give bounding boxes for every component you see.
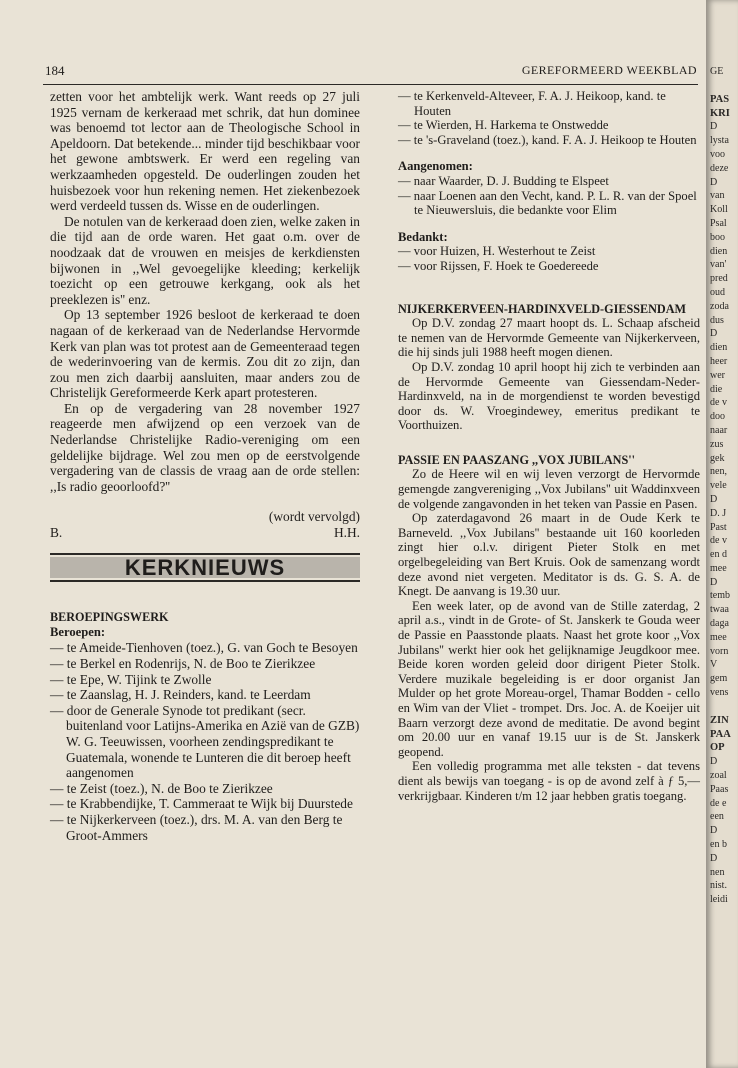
edge-text-line: KRI <box>710 107 730 119</box>
edge-text-line: van' <box>710 259 727 271</box>
list-item: — te Epe, W. Tijink te Zwolle <box>50 672 360 688</box>
edge-text-line <box>710 700 738 714</box>
edge-text-line: boo <box>710 231 725 243</box>
edge-text-line: Past <box>710 521 727 533</box>
list-item: — voor Rijssen, F. Hoek te Goedereede <box>398 259 700 274</box>
edge-text-line: D <box>710 576 718 588</box>
edge-text-line: Psal <box>710 217 727 229</box>
edge-text-line: Paas <box>710 783 729 795</box>
list-item: — te Zaanslag, H. J. Reinders, kand. te Leerdam <box>50 687 360 703</box>
paragraph: Op 13 september 1926 besloot de kerkeraad te doen nagaan of de kerkeraad van de Nederlandse Hervormde Kerk van plan was tot protest aan de Gemeenteraad tegen de wederinvoering van de kermis. Zou dit zo zijn, dan zou men zich daarbij aansluiten, maar anders zou de Christelijk Gereformeerde Kerk apart protesteren. <box>50 307 360 401</box>
list-item: — te 's-Graveland (toez.), kand. F. A. J. Heikoop te Houten <box>398 133 700 148</box>
list-item: — te Kerkenveld-Alteveer, F. A. J. Heikoop, kand. te Houten <box>398 89 700 118</box>
edge-text-line: vens <box>710 687 729 699</box>
list-item: — door de Generale Synode tot predikant (secr. buitenland voor Latijns-Amerika en Azië van de GZB) W. G. Teeuwissen, voorheen zendingspredikant te Guatemala, wonende te Lunteren die dit beroep heeft aangenomen <box>50 703 360 781</box>
list-item: — te Berkel en Rodenrijs, N. de Boo te Zierikzee <box>50 656 360 672</box>
edge-text-line: daga <box>710 618 729 630</box>
page-header <box>43 63 705 81</box>
edge-text-line: mee <box>710 562 727 574</box>
edge-text-line: D <box>710 825 718 837</box>
edge-text-line: heer <box>710 355 728 367</box>
paragraph: Een volledig programma met alle teksten - dat tevens dient als bewijs van toegang - is op de avond zelf à ƒ 5,— verkrijgbaar. Kinderen t/m 12 jaar hebben gratis toegang. <box>398 759 700 803</box>
edge-text-line: die <box>710 383 723 395</box>
edge-text-line: gek <box>710 452 725 464</box>
page-number: 184 <box>45 63 65 78</box>
aangenomen-list <box>398 174 700 218</box>
edge-text-line: van <box>710 190 725 202</box>
paragraph: zetten voor het ambtelijk werk. Want reeds op 27 juli 1925 vernam de kerkeraad met schrik, dat hun dominee was benoemd tot lector aan de Theologische School in Apeldoorn. Dat betekende... minder tijd beschikbaar voor het gewone ambtswerk. Er werd een regeling van werkzaamheden opgesteld. De ouderlingen zouden het huisbezoek voor hun rekening nemen. Het ziekenbezoek werd verdeeld tussen ds. Wisse en de ouderlingen. <box>50 89 360 214</box>
edge-text-line: wer <box>710 369 725 381</box>
edge-text-line: V <box>710 659 718 671</box>
list-item: — te Krabbendijke, T. Cammeraat te Wijk bij Duurstede <box>50 796 360 812</box>
edge-text-line: ZIN <box>710 714 729 726</box>
edge-text-line: pred <box>710 273 728 285</box>
edge-text-line: en b <box>710 839 727 851</box>
edge-text-line: temb <box>710 590 730 602</box>
paragraph: Op D.V. zondag 10 april hoopt hij zich te verbinden aan de Hervormde Gemeente van Giessendam-Neder-Hardinxveld, na in de morgendienst te worden bevestigd door ds. W. Vroegindewey, emeritus predikant te Voorthuizen. <box>398 359 700 433</box>
paragraph: Op D.V. zondag 27 maart hoopt ds. L. Schaap afscheid te nemen van de Hervormde Gemeente van Nijkerkerveen, die hij sinds juli 1988 heeft mogen dienen. <box>398 316 700 360</box>
paragraph: Op zaterdagavond 26 maart in de Oude Kerk te Barneveld. ,,Vox Jubilans'' bestaande uit 160 koorleden zingt hier o.l.v. dirigent Pieter Stolk en met orgelbegeleiding van Bert Kruis. Ook de samenzang wordt deze avond niet vergeten. Meditator is ds. G. S. A. de Knegt. De aanvang is 19.30 uur. <box>398 511 700 599</box>
paragraph: Een week later, op de avond van de Stille zaterdag, 2 april a.s., vindt in de Grote- of St. Janskerk te Gouda weer de Passie en Paasstonde plaats. Naast het grote koor ,,Vox Jubilans'' werkt hier ook het gelijknamige Jeugdkoor mee. Beide koren worden geleid door dirigent Pieter Stolk. Verdere muzikale begeleiding is er door organist Jan Mulder op het grote Moreau-orgel, Thamar Bodden - cello en Wim van der Vliet - trompet. Drs. Joc. A. de Koeijer uit Baarn verzorgt deze avond de meditatie. De avond begint om 20.00 uur en vanaf 19.15 uur is de St. Janskerk geopend. <box>398 598 700 759</box>
edge-text-line: D <box>710 176 718 188</box>
next-page-text <box>710 0 738 907</box>
section-heading: BEROEPINGSWERK <box>50 610 169 625</box>
edge-text-line: PAA <box>710 728 731 740</box>
edge-text-line: de v <box>710 397 727 409</box>
edge-text-line: leidi <box>710 894 728 906</box>
edge-text-line: D <box>710 328 718 340</box>
section-banner <box>50 553 360 583</box>
edge-text-line: zoal <box>710 770 727 782</box>
edge-text-line: zoda <box>710 300 729 312</box>
list-item: — naar Waarder, D. J. Budding te Elspeet <box>398 174 700 189</box>
right-column <box>398 89 700 803</box>
signature-right: H.H. <box>333 525 360 541</box>
edge-text-line: OP <box>710 742 725 754</box>
edge-text-line: vorn <box>710 645 729 657</box>
subheading: Beroepen: <box>50 624 106 639</box>
edge-text-line: PAS <box>710 93 730 105</box>
section-heading: NIJKERKERVEEN-HARDINXVELD-GIESSENDAM <box>398 301 687 316</box>
section-heading: PASSIE EN PAASZANG ,,VOX JUBILANS'' <box>398 452 635 467</box>
subheading: Bedankt: <box>398 229 448 244</box>
header-rule <box>43 84 698 85</box>
edge-text-line: dus <box>710 314 724 326</box>
beroepen-list <box>50 640 360 843</box>
paragraph: En op de vergadering van 28 november 1927 reageerde men afwijzend op een verzoek van de Nederlandse Christelijke Radio-vereniging om een geldelijke bijdrage. Wel zou men op de eerstvolgende vergadering van de classis de vraag aan de orde stellen: ,,Is radio geoorloofd?'' <box>50 400 360 494</box>
list-item: — te Nijkerkerveen (toez.), drs. M. A. van den Berg te Groot-Ammers <box>50 812 360 843</box>
edge-text-line: de v <box>710 535 727 547</box>
edge-text-line: gem <box>710 673 728 685</box>
edge-text-line: twaa <box>710 604 729 616</box>
edge-text-line: Koll <box>710 204 728 216</box>
edge-text-line: D <box>710 121 718 133</box>
paragraph: Zo de Heere wil en wij leven verzorgt de Hervormde gemengde zangvereniging ,,Vox Jubilans'' uit Waddinxveen de volgende zangavonden in het teken van Passie en Pasen. <box>398 467 700 511</box>
edge-text-line: D <box>710 852 718 864</box>
list-item: — te Zeist (toez.), N. de Boo te Zierikzee <box>50 781 360 797</box>
bedankt-list <box>398 244 700 273</box>
paragraph: De notulen van de kerkeraad doen zien, welke zaken in die tijd aan de orde waren. Het gaat o.m. over de noodzaak dat de vrouwen en meisjes de kerkdiensten bijwonen in ,,Wel gevoegelijke kleeding; kerkelijk toezicht op een getrouwe kerkgang, ook als het preeklezen is'' enz. <box>50 213 360 307</box>
edge-text-line: D <box>710 756 718 768</box>
edge-text-line: nist. <box>710 880 727 892</box>
subheading: Aangenomen: <box>398 159 473 174</box>
list-item: — naar Loenen aan den Vecht, kand. P. L. R. van der Spoel te Nieuwersluis, die bedankte voor Elim <box>398 189 700 218</box>
edge-text-line: nen <box>710 866 725 878</box>
edge-text-line: de e <box>710 797 727 809</box>
edge-text-line: zus <box>710 438 724 450</box>
publication-title: GEREFORMEERD WEEKBLAD <box>521 63 697 77</box>
edge-text-line: dien <box>710 245 728 257</box>
list-item: — te Ameide-Tienhoven (toez.), G. van Goch te Besoyen <box>50 640 360 656</box>
signature-left: B. <box>50 525 63 541</box>
edge-text-line: oud <box>710 286 725 298</box>
list-item: — te Wierden, H. Harkema te Onstwedde <box>398 118 700 133</box>
edge-text-line: en d <box>710 549 727 561</box>
edge-text-line: doo <box>710 411 725 423</box>
beroepen-list-continued <box>398 89 700 147</box>
edge-text-line: een <box>710 811 724 823</box>
edge-text-line: voo <box>710 148 725 160</box>
edge-text-line: vele <box>710 480 727 492</box>
list-item: — voor Huizen, H. Westerhout te Zeist <box>398 244 700 259</box>
edge-text-line: deze <box>710 162 729 174</box>
edge-text-line: lysta <box>710 135 729 147</box>
edge-text-line: naar <box>710 424 728 436</box>
edge-text-line: mee <box>710 631 727 643</box>
left-column <box>50 89 360 843</box>
signature-line <box>50 525 360 541</box>
edge-text-line: nen, <box>710 466 727 478</box>
next-page-header: GE <box>710 66 724 77</box>
edge-text-line: dien <box>710 342 728 354</box>
edge-text-line: D <box>710 493 718 505</box>
edge-text-line: D. J <box>710 507 727 519</box>
continued-note: (wordt vervolgd) <box>268 509 360 525</box>
next-page-edge <box>706 0 738 1068</box>
banner-title: KERKNIEUWS <box>50 557 360 579</box>
